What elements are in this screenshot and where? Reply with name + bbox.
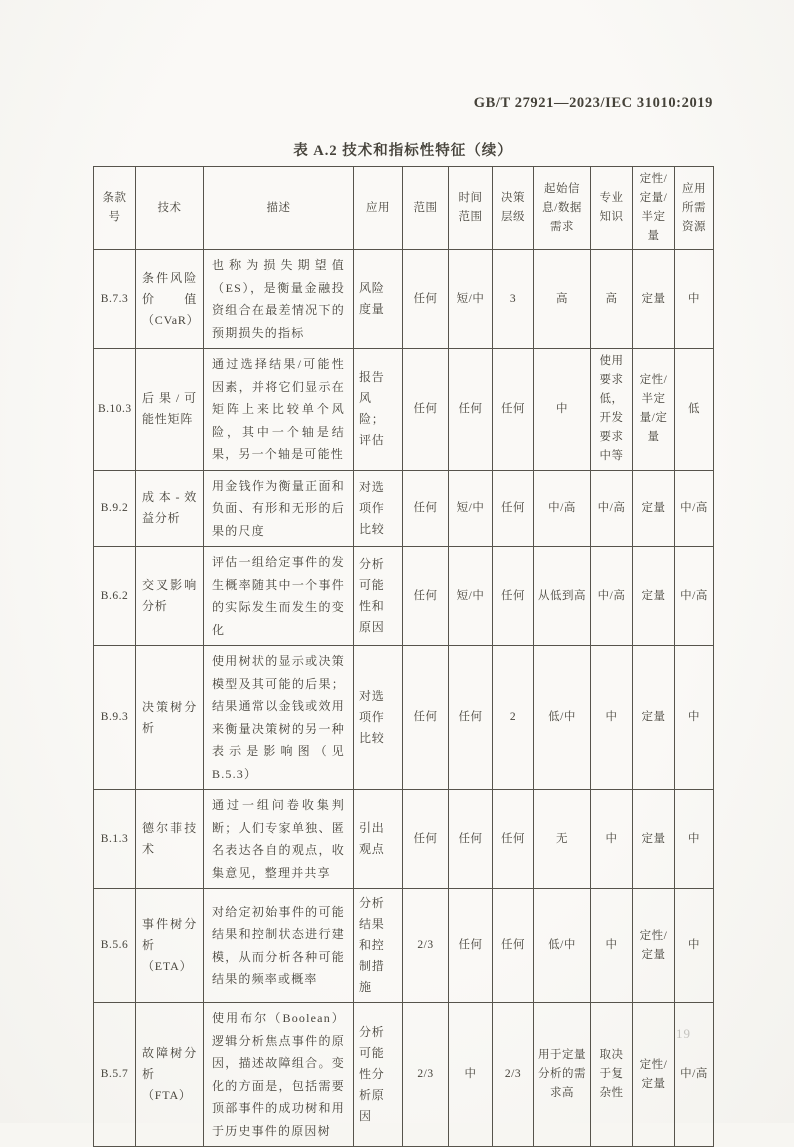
column-header: 描述: [204, 167, 354, 250]
table-cell: 任何: [493, 790, 534, 889]
table-cell: 中/高: [591, 470, 633, 547]
table-cell: 短/中: [449, 250, 493, 349]
table-cell: 使用树状的显示或决策模型及其可能的后果；结果通常以金钱或效用来衡量决策树的另一种表示是影响图（见B.5.3）: [204, 646, 354, 790]
table-cell: 3: [493, 250, 534, 349]
header-row: [94, 167, 714, 250]
column-header: 起始信息/数据需求: [534, 167, 591, 250]
table-cell: 任何: [403, 790, 449, 889]
table-cell: 风险度量: [354, 250, 403, 349]
table-row: [94, 349, 714, 471]
table-cell: 任何: [403, 250, 449, 349]
table-cell: 中/高: [591, 547, 633, 646]
table-cell: 定量: [633, 547, 675, 646]
column-header: 应用所需资源: [675, 167, 714, 250]
table-cell: 2: [493, 646, 534, 790]
table-cell: 定量: [633, 470, 675, 547]
table-cell: 定性/半定量/定量: [633, 349, 675, 471]
table-cell: 条件风险价值（CVaR）: [136, 250, 204, 349]
table-cell: 低/中: [534, 646, 591, 790]
column-header: 定性/定量/半定量: [633, 167, 675, 250]
table-cell: 通过选择结果/可能性因素，并将它们显示在矩阵上来比较单个风险，其中一个轴是结果，另一个轴是可能性: [204, 349, 354, 471]
table-cell: 高: [534, 250, 591, 349]
table-cell: 故障树分析（FTA）: [136, 1003, 204, 1147]
table-cell: 中: [675, 646, 714, 790]
table-cell: 中: [449, 1003, 493, 1147]
table-cell: 交叉影响分析: [136, 547, 204, 646]
table-cell: 定量: [633, 250, 675, 349]
table-cell: 定性/定量: [633, 889, 675, 1003]
table-cell: 中/高: [675, 470, 714, 547]
table-cell: 报告风险；评估: [354, 349, 403, 471]
table-cell: 定性/定量: [633, 1003, 675, 1147]
table-cell: 任何: [493, 349, 534, 471]
table-cell: 短/中: [449, 547, 493, 646]
table-cell: 中: [534, 349, 591, 471]
table-cell: 任何: [449, 349, 493, 471]
table-cell: 中: [675, 889, 714, 1003]
column-header: 专业知识: [591, 167, 633, 250]
table-cell: 分析可能性和原因: [354, 547, 403, 646]
table-cell: 后果/可能性矩阵: [136, 349, 204, 471]
table-cell: 2/3: [403, 889, 449, 1003]
table-cell: 任何: [493, 470, 534, 547]
table-cell: B.6.2: [94, 547, 136, 646]
table-cell: 中/高: [534, 470, 591, 547]
table-cell: 2/3: [493, 1003, 534, 1147]
table-cell: 中: [591, 889, 633, 1003]
table-cell: 任何: [449, 646, 493, 790]
table-cell: 定量: [633, 646, 675, 790]
table-cell: 通过一组问卷收集判断；人们专家单独、匿名表达各自的观点，收集意见，整理并共享: [204, 790, 354, 889]
table-cell: B.9.2: [94, 470, 136, 547]
page-number: 19: [676, 1026, 691, 1041]
table-cell: 德尔菲技术: [136, 790, 204, 889]
table-row: [94, 547, 714, 646]
table-cell: 中: [591, 790, 633, 889]
table-cell: 中: [675, 250, 714, 349]
table-cell: 任何: [403, 470, 449, 547]
table-cell: 对选项作比较: [354, 470, 403, 547]
table-cell: B.1.3: [94, 790, 136, 889]
table-cell: 评估一组给定事件的发生概率随其中一个事件的实际发生而发生的变化: [204, 547, 354, 646]
table-cell: 用金钱作为衡量正面和负面、有形和无形的后果的尺度: [204, 470, 354, 547]
table-cell: 任何: [493, 889, 534, 1003]
table-row: [94, 646, 714, 790]
table-cell: 短/中: [449, 470, 493, 547]
table-cell: 中: [675, 790, 714, 889]
column-header: 范围: [403, 167, 449, 250]
column-header: 应用: [354, 167, 403, 250]
table-cell: 决策树分析: [136, 646, 204, 790]
table-cell: 使用要求低，开发要求中等: [591, 349, 633, 471]
table-cell: 用于定量分析的需求高: [534, 1003, 591, 1147]
table-cell: 任何: [493, 547, 534, 646]
table-row: [94, 889, 714, 1003]
table-cell: 任何: [403, 547, 449, 646]
column-header: 决策层级: [493, 167, 534, 250]
table-cell: 低/中: [534, 889, 591, 1003]
table-cell: 中/高: [675, 1003, 714, 1147]
table-cell: B.9.3: [94, 646, 136, 790]
table-cell: 对给定初始事件的可能结果和控制状态进行建模，从而分析各种可能结果的频率或概率: [204, 889, 354, 1003]
column-header: 时间范围: [449, 167, 493, 250]
table-cell: 2/3: [403, 1003, 449, 1147]
table-row: [94, 470, 714, 547]
column-header: 技术: [136, 167, 204, 250]
table-header: [94, 167, 714, 250]
table-cell: 中/高: [675, 547, 714, 646]
table-cell: 引出观点: [354, 790, 403, 889]
table-cell: 低: [675, 349, 714, 471]
table-cell: B.5.6: [94, 889, 136, 1003]
table-row: [94, 790, 714, 889]
table-cell: 高: [591, 250, 633, 349]
table-cell: 从低到高: [534, 547, 591, 646]
table-cell: B.10.3: [94, 349, 136, 471]
table-cell: B.5.7: [94, 1003, 136, 1147]
table-cell: 任何: [403, 646, 449, 790]
table-cell: 任何: [449, 790, 493, 889]
table-cell: 分析结果和控制措施: [354, 889, 403, 1003]
table-cell: 取决于复杂性: [591, 1003, 633, 1147]
table-cell: 无: [534, 790, 591, 889]
table-row: [94, 250, 714, 349]
table-cell: 中: [591, 646, 633, 790]
table-row: [94, 1003, 714, 1147]
table-cell: 任何: [403, 349, 449, 471]
table-body: [94, 250, 714, 1147]
table-cell: 事件树分析（ETA）: [136, 889, 204, 1003]
table-caption: 表 A.2 技术和指标性特征（续）: [293, 143, 513, 159]
table-cell: 使用布尔（Boolean）逻辑分析焦点事件的原因，描述故障组合。变化的方面是，包括需要顶部事件的成功树和用于历史事件的原因树: [204, 1003, 354, 1147]
table-cell: 任何: [449, 889, 493, 1003]
table-cell: 对选项作比较: [354, 646, 403, 790]
table-cell: 定量: [633, 790, 675, 889]
table-cell: B.7.3: [94, 250, 136, 349]
characteristics-table: [93, 166, 714, 1147]
table-cell: 也称为损失期望值（ES），是衡量金融投资组合在最差情况下的预期损失的指标: [204, 250, 354, 349]
table-cell: 成本-效益分析: [136, 470, 204, 547]
column-header: 条款号: [94, 167, 136, 250]
table-cell: 分析可能性分析原因: [354, 1003, 403, 1147]
standard-code-header: GB/T 27921—2023/IEC 31010:2019: [473, 95, 713, 111]
